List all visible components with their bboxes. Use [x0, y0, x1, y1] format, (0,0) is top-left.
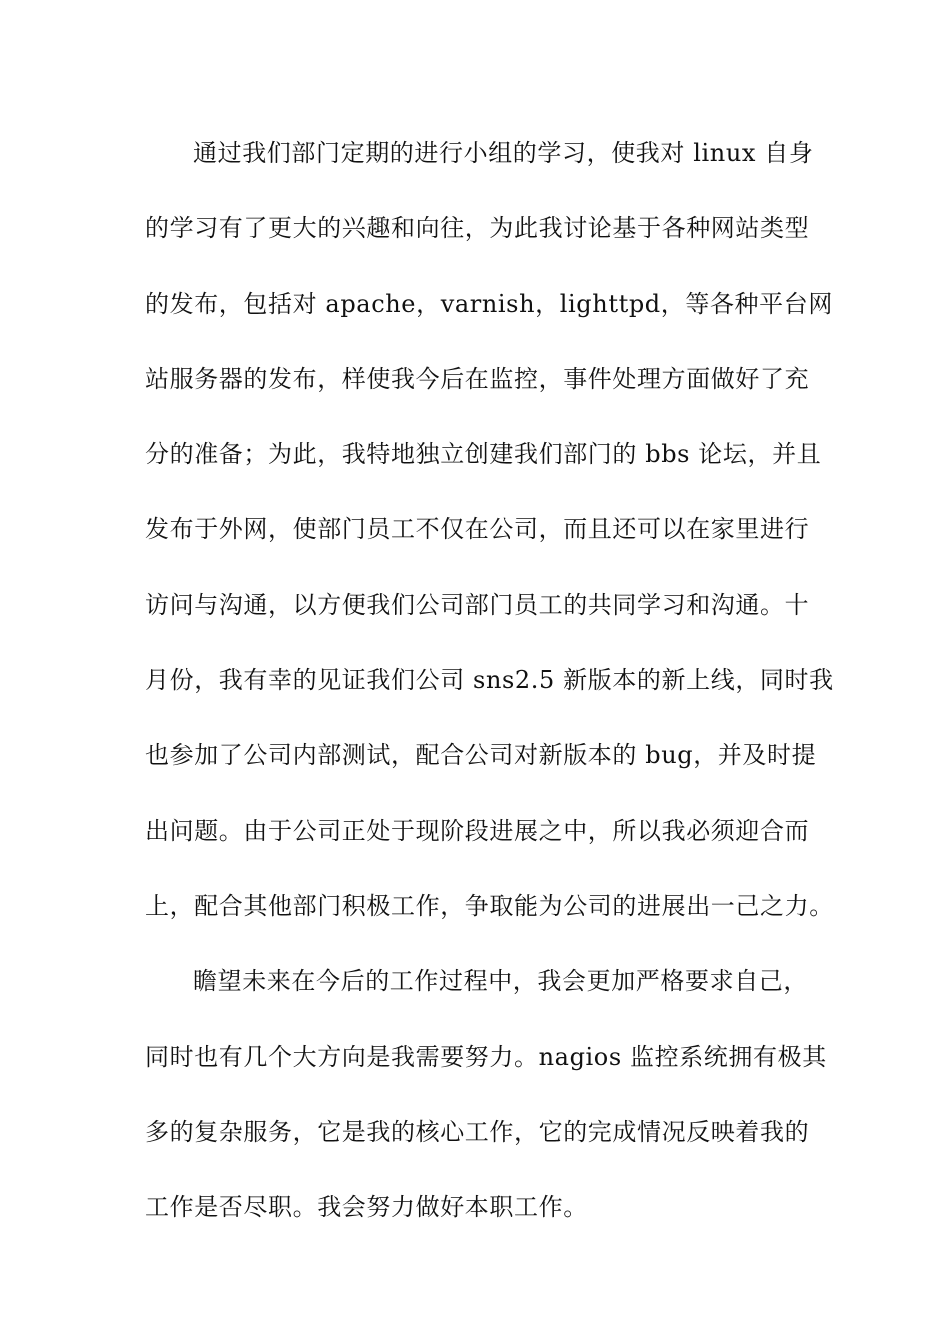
text-line: 通过我们部门定期的进行小组的学习，使我对 linux 自身	[193, 139, 814, 167]
text-line: 月份，我有幸的见证我们公司 sns2.5 新版本的新上线，同时我	[145, 666, 834, 695]
text-line: 站服务器的发布，样使我今后在监控，事件处理方面做好了充	[145, 364, 810, 393]
text-line: 发布于外网，使部门员工不仅在公司，而且还可以在家里进行	[145, 515, 810, 544]
text-line: 的学习有了更大的兴趣和向往，为此我讨论基于各种网站类型	[145, 214, 810, 243]
paragraph-1	[145, 131, 834, 959]
text-line: 多的复杂服务，它是我的核心工作，它的完成情况反映着我的	[145, 1117, 810, 1146]
text-line: 分的准备；为此，我特地独立创建我们部门的 bbs 论坛，并且	[145, 440, 822, 469]
text-line: 也参加了公司内部测试，配合公司对新版本的 bug，并及时提	[145, 741, 817, 770]
text-line: 同时也有几个大方向是我需要努力。nagios 监控系统拥有极其	[145, 1042, 827, 1071]
text-line: 工作是否尽职。我会努力做好本职工作。	[145, 1193, 588, 1222]
text-line: 上，配合其他部门积极工作，争取能为公司的进展出一己之力。	[145, 891, 834, 920]
paragraph-2	[145, 959, 827, 1260]
text-line: 访问与沟通，以方便我们公司部门员工的共同学习和沟通。十	[145, 590, 810, 619]
text-line: 出问题。由于公司正处于现阶段进展之中，所以我必须迎合而	[145, 816, 810, 845]
text-line: 瞻望未来在今后的工作过程中，我会更加严格要求自己，	[193, 967, 808, 996]
document-body	[145, 131, 834, 1260]
text-line: 的发布，包括对 apache，varnish，lighttpd，等各种平台网	[145, 289, 833, 318]
